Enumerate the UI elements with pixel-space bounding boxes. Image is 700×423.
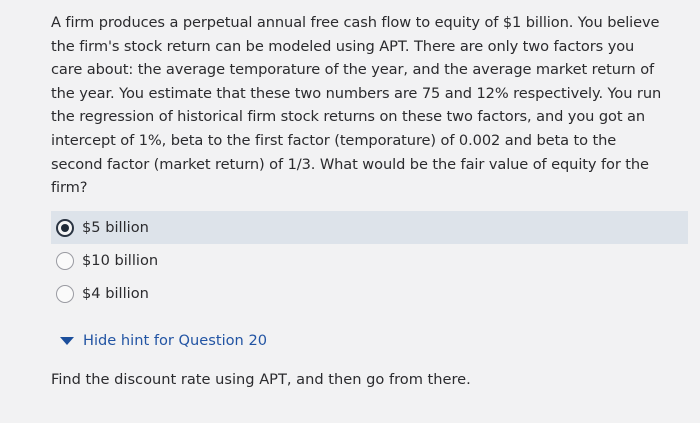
option-label: $5 billion (82, 219, 149, 236)
question-line: the year. You estimate that these two numbers are 75 and 12% respectively. You run (51, 84, 662, 102)
radio-button[interactable] (56, 285, 74, 303)
radio-button[interactable] (56, 252, 74, 270)
question-line: A firm produces a perpetual annual free cash flow to equity of $1 billion. You believe (51, 14, 660, 31)
answer-option-10-billion[interactable] (51, 244, 688, 277)
hint-toggle-label[interactable]: Hide hint for Question 20 (83, 332, 268, 349)
question-text (51, 11, 679, 200)
question-line: the firm's stock return can be modeled using APT. There are only two factors you (51, 37, 635, 55)
question-line: care about: the average temporature of the year, and the average market return of (51, 61, 655, 79)
option-label: $10 billion (82, 252, 159, 269)
answer-options (51, 211, 688, 310)
hint-text: Find the discount rate using APT, and then go from there. (51, 371, 471, 388)
question-line: the regression of historical firm stock returns on these two factors, and you got an (51, 108, 645, 126)
option-label: $4 billion (82, 285, 149, 302)
hide-hint-toggle[interactable] (60, 332, 267, 349)
question-line: intercept of 1%, beta to the first factor (temporature) of 0.002 and beta to the (51, 131, 617, 149)
answer-option-5-billion[interactable] (51, 211, 688, 244)
answer-option-4-billion[interactable] (51, 277, 688, 310)
triangle-down-icon (60, 337, 74, 345)
question-line: firm? (51, 179, 88, 197)
radio-button-checked[interactable] (56, 219, 74, 237)
question-line: second factor (market return) of 1/3. What would be the fair value of equity for the (51, 155, 649, 173)
